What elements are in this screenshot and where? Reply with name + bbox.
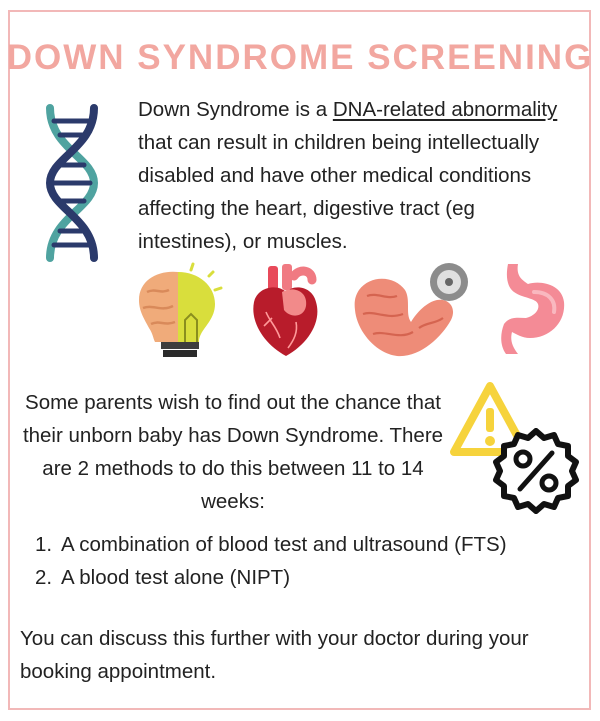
list-number: 2. — [35, 566, 53, 589]
footer-note: You can discuss this further with your doctor during your booking appointment. — [20, 627, 529, 683]
intro-text-end: that can result in children being intellectually disabled and have other medical conditions affecting the heart, digestive tract (eg intestines), or muscles. — [138, 131, 540, 253]
method-fts: A combination of blood test and ultrasound (FTS) — [61, 533, 507, 556]
percent-badge-icon — [490, 428, 582, 514]
list-item — [35, 561, 575, 594]
muscle-arm-icon — [347, 262, 477, 360]
heart-icon — [246, 262, 324, 360]
method-nipt: A blood test alone (NIPT) — [61, 566, 291, 589]
brain-lightbulb-icon — [133, 262, 223, 360]
intro-text-start: Down Syndrome is a — [138, 98, 333, 121]
list-item — [35, 528, 575, 561]
dna-icon — [40, 103, 104, 263]
page-title: DOWN SYNDROME SCREENING — [6, 38, 594, 77]
stomach-icon — [500, 262, 572, 358]
dna-abnormality-link[interactable]: DNA-related abnormality — [332, 98, 558, 121]
methods-list — [35, 528, 575, 594]
list-number: 1. — [35, 533, 53, 556]
screening-paragraph: Some parents wish to find out the chance that their unborn baby has Down Syndrome. There are 2 methods to do this between 11 to 14 weeks: — [22, 391, 444, 513]
intro-paragraph — [138, 93, 578, 258]
